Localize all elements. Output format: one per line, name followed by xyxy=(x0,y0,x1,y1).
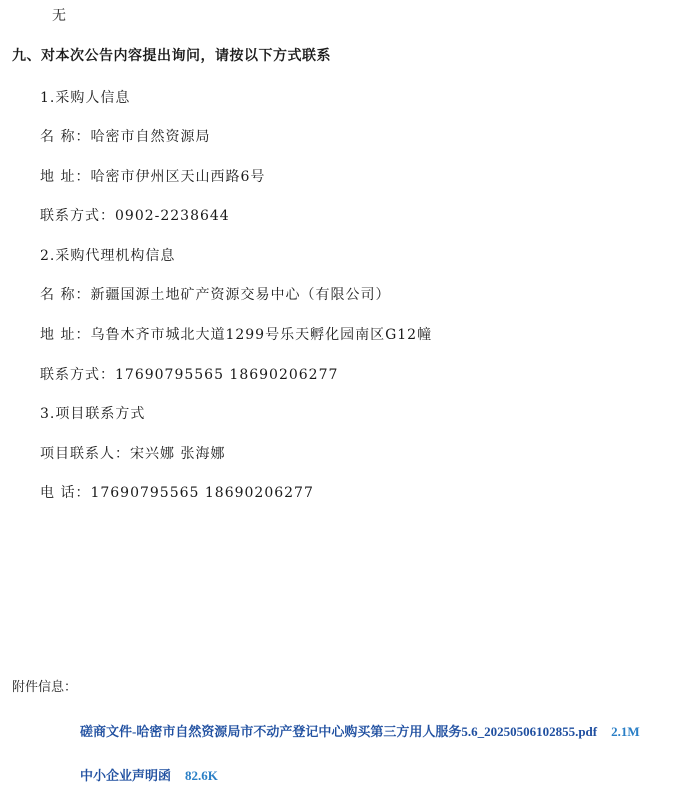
agency-address: 地 址：乌鲁木齐市城北大道1299号乐天孵化园南区G12幢 xyxy=(40,327,433,343)
attachment-link[interactable]: 中小企业声明函 xyxy=(80,768,172,783)
attachments-label: 附件信息： xyxy=(12,680,78,695)
agency-contact: 联系方式：17690795565 18690206277 xyxy=(40,367,339,383)
project-people: 项目联系人：宋兴娜 张海娜 xyxy=(40,446,226,462)
attachment-size: 82.6K xyxy=(185,768,218,783)
attachment-item xyxy=(80,766,218,786)
purchaser-name: 名 称：哈密市自然资源局 xyxy=(40,129,211,145)
attachment-link[interactable]: 磋商文件-哈密市自然资源局市不动产登记中心购买第三方用人服务5.6_20250506102855.pdf xyxy=(80,724,598,739)
project-phone: 电 话：17690795565 18690206277 xyxy=(40,485,314,501)
agency-heading: 2.采购代理机构信息 xyxy=(40,248,176,264)
purchaser-heading: 1.采购人信息 xyxy=(40,90,131,106)
attachment-item xyxy=(80,722,640,742)
attachment-size: 2.1M xyxy=(611,724,640,739)
purchaser-address: 地 址：哈密市伊州区天山西路6号 xyxy=(40,169,266,185)
purchaser-contact: 联系方式：0902-2238644 xyxy=(40,208,230,224)
prior-value-text: 无 xyxy=(52,8,67,24)
project-heading: 3.项目联系方式 xyxy=(40,406,146,422)
section-title: 九、对本次公告内容提出询问，请按以下方式联系 xyxy=(12,48,331,64)
agency-name: 名 称：新疆国源土地矿产资源交易中心（有限公司） xyxy=(40,287,391,303)
